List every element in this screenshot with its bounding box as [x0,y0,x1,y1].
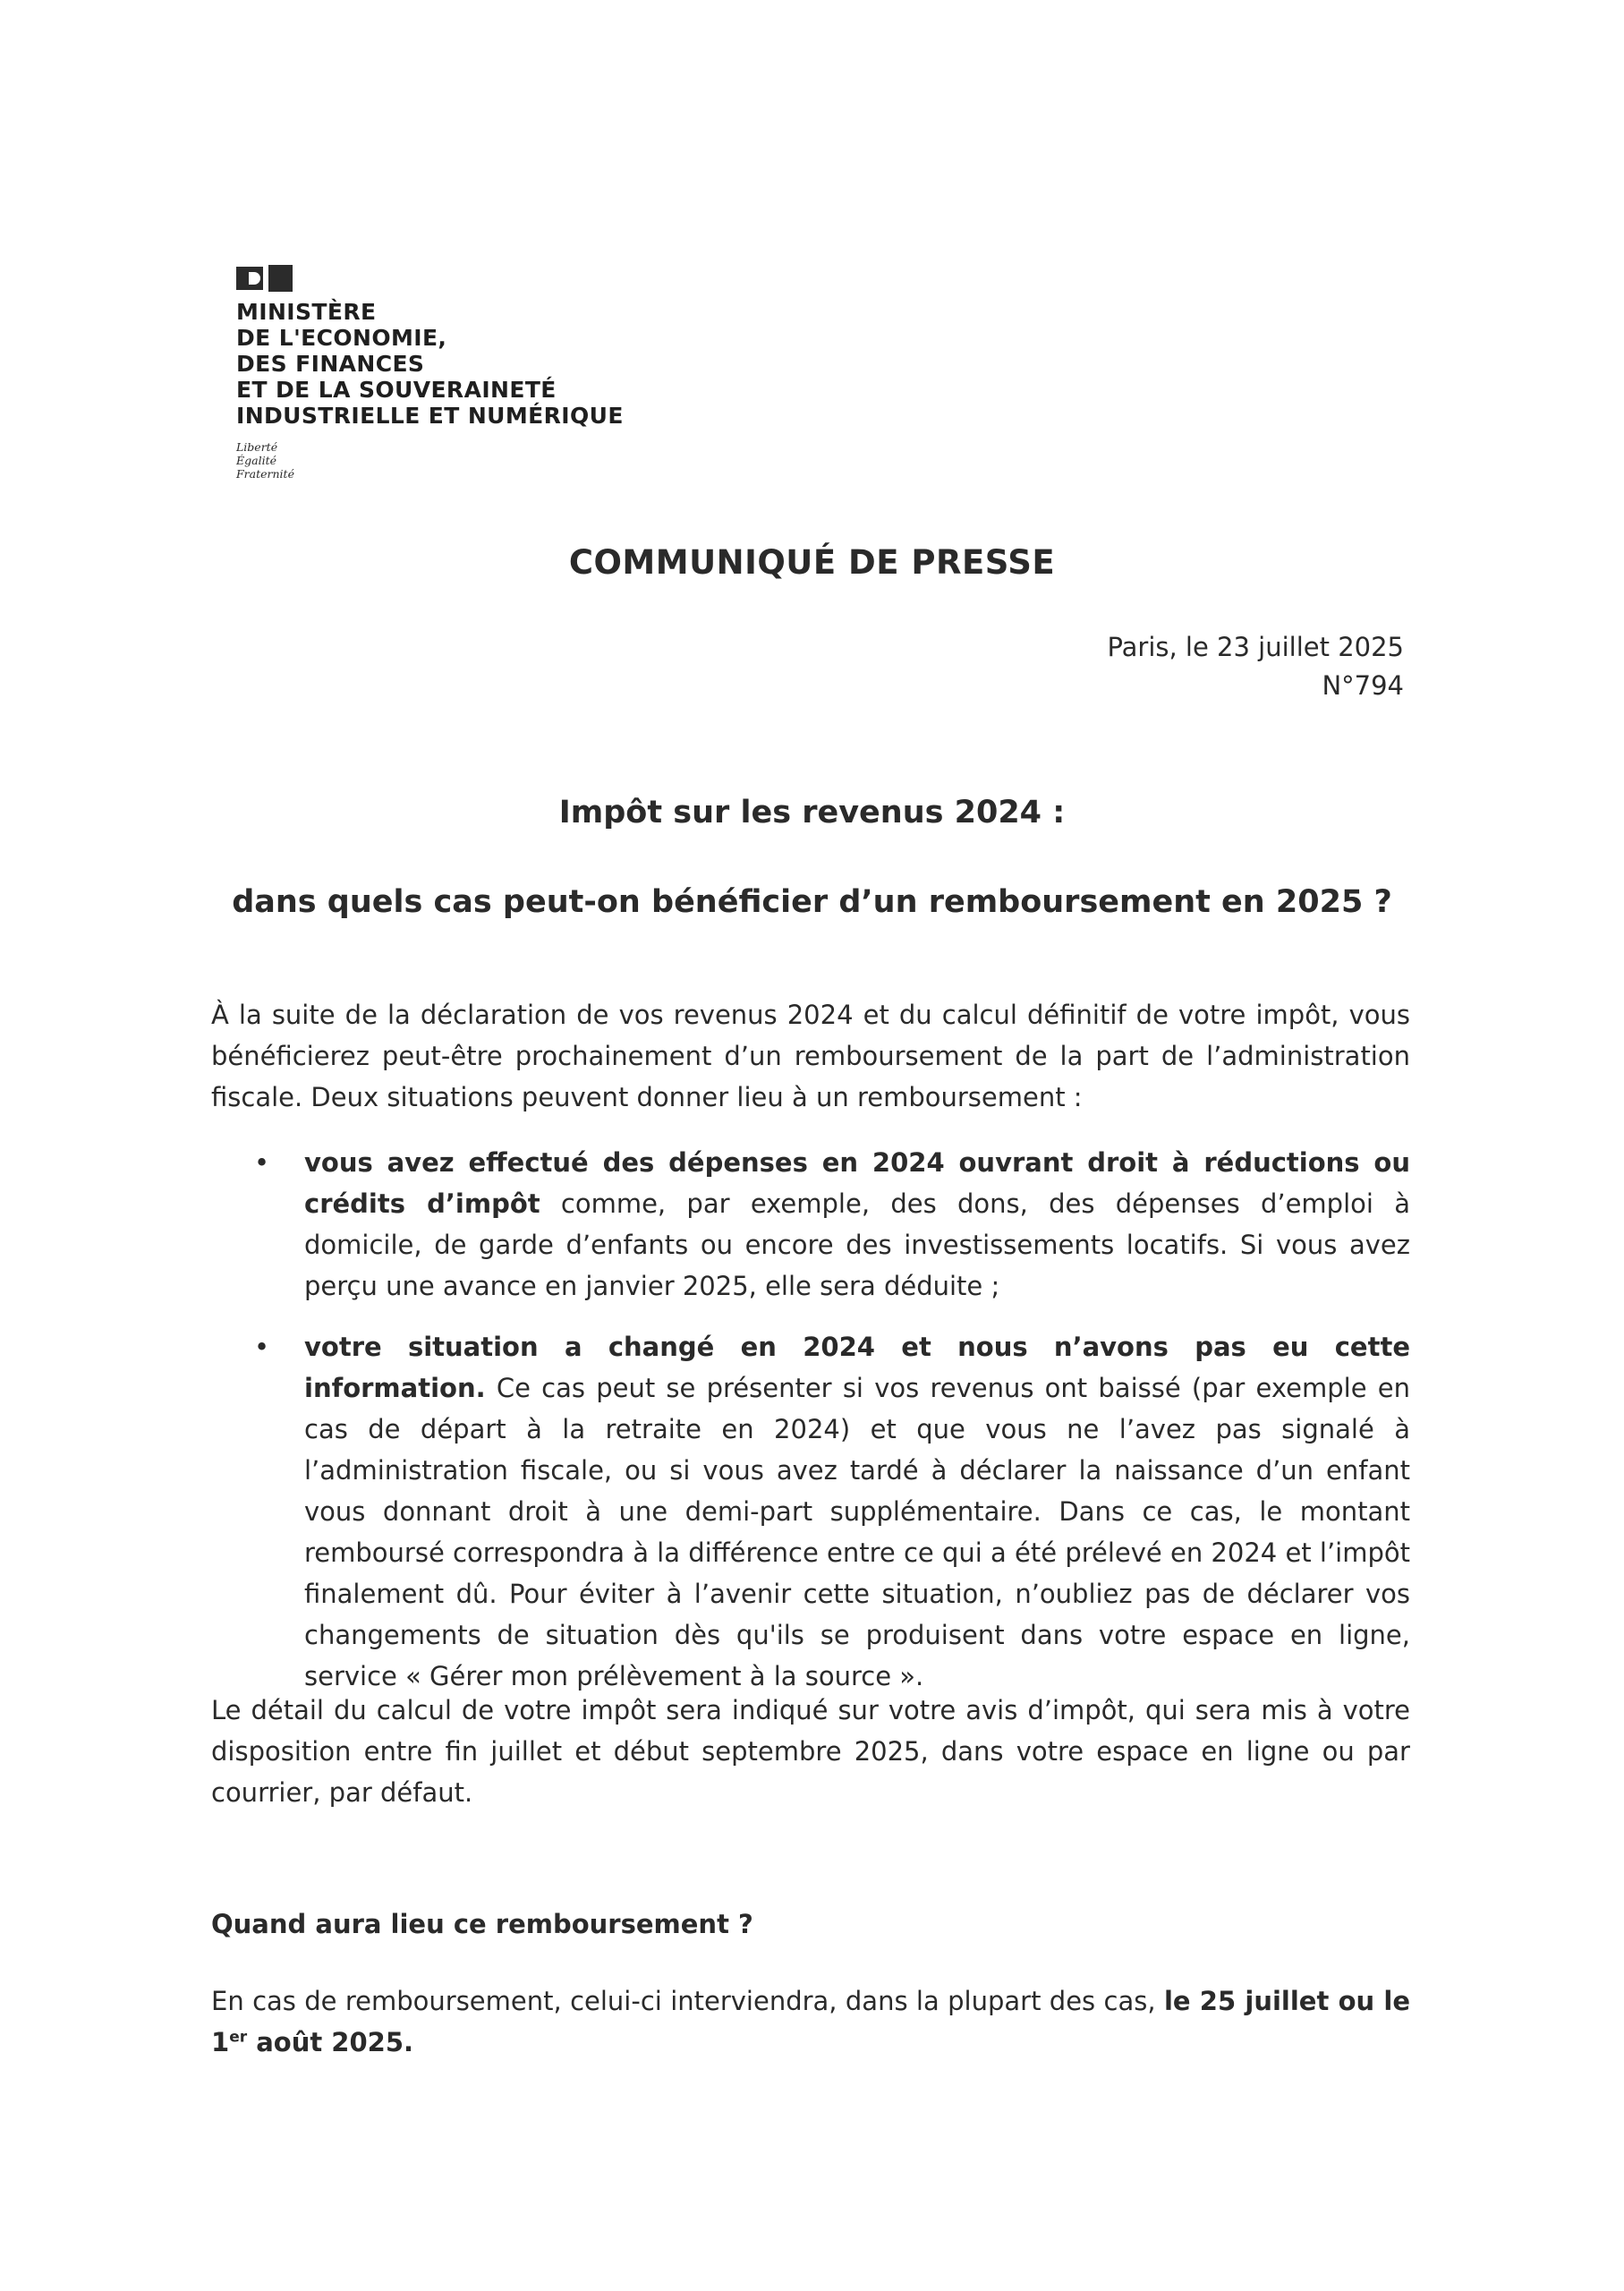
list-item-bold: vous avez effectué des dépenses en 2024 ouvrant droit à réductions ou crédits d’impôt [304,1147,1410,1219]
refund-date-part: août 2025. [247,2027,414,2057]
refund-date-part: le 25 juillet ou le 1 [211,1986,1410,2057]
bullet-icon: • [254,1147,270,1178]
title-line-2: dans quels cas peut-on bénéficier d’un remboursement en 2025 ? [232,884,1392,920]
motto-line: Fraternité [236,467,294,481]
ministry-line: MINISTÈRE [236,299,377,325]
ministry-line: ET DE LA SOUVERAINETÉ [236,377,557,403]
date-and-number [1107,628,1404,705]
ministry-line: INDUSTRIELLE ET NUMÉRIQUE [236,403,624,429]
release-number: N°794 [1322,670,1404,701]
list-item [211,1142,1410,1307]
marianne-logo-icon [236,265,293,292]
ordinal-suffix: er [229,2028,248,2047]
refund-text: En cas de remboursement, celui-ci interviendra, dans la plupart des cas, [211,1986,1164,2016]
ministry-name [236,299,624,429]
detail-paragraph: Le détail du calcul de votre impôt sera indiqué sur votre avis d’impôt, qui sera mis à votre disposition entre fin juillet et début septembre 2025, dans votre espace en ligne ou par courrier, par défaut. [211,1695,1410,1808]
section-heading: Quand aura lieu ce remboursement ? [211,1909,753,1939]
refund-date-paragraph [211,1980,1410,2063]
list-item-text: Ce cas peut se présenter si vos revenus ont baissé (par exemple en cas de départ à la retraite en 2024) et que vous ne l’avez pas signalé à l’administration fiscale, ou si vous avez tardé à déclarer la naissance d’un enfant vous donnant droit à une demi-part supplémentaire. Dans ce cas, le montant remboursé correspondra à la différence entre ce qui a été prélevé en 2024 et l’impôt finalement dû. Pour éviter à l’avenir cette situation, n’oubliez pas de déclarer vos changements de situation dès qu'ils se produisent dans votre espace en ligne, service « Gérer mon prélèvement à la source ». [304,1373,1410,1691]
intro-paragraph: À la suite de la déclaration de vos revenus 2024 et du calcul définitif de votre impôt, vous bénéficierez peut-être prochainement d’un remboursement de la part de l’administration fiscale. Deux situations peuvent donner lieu à un remboursement : [211,1000,1410,1112]
title-line-1: Impôt sur les revenus 2024 : [558,795,1066,830]
republic-motto [236,440,294,481]
document-type: COMMUNIQUÉ DE PRESSE [568,543,1056,582]
place-date: Paris, le 23 juillet 2025 [1107,632,1404,662]
motto-line: Égalité [236,454,276,467]
list-item-bold: votre situation a changé en 2024 et nous n’avons pas eu cette information. [304,1332,1410,1403]
ministry-line: DES FINANCES [236,351,425,377]
motto-line: Liberté [236,440,278,454]
list-item-text: comme, par exemple, des dons, des dépenses d’emploi à domicile, de garde d’enfants ou encore des investissements locatifs. Si vous avez perçu une avance en janvier 2025, elle sera déduite ; [304,1188,1410,1301]
refund-situations-list [211,1142,1410,1716]
ministry-line: DE L'ECONOMIE, [236,325,447,351]
list-item [211,1326,1410,1697]
bullet-icon: • [254,1332,270,1362]
